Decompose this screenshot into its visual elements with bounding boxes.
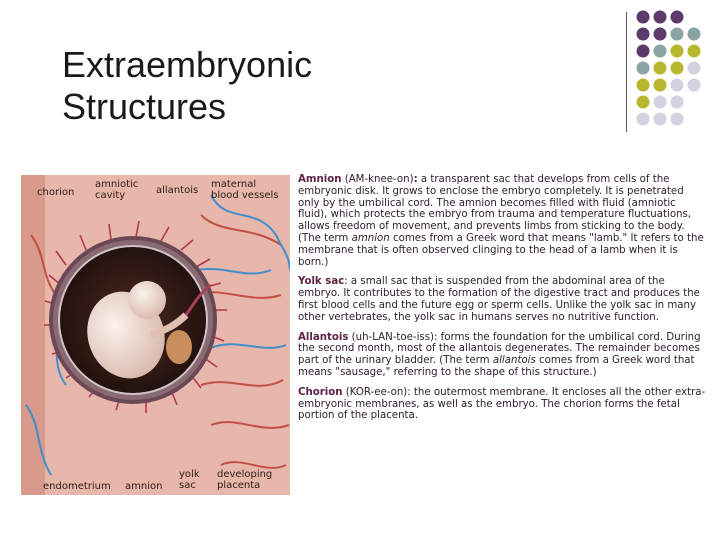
decorative-dot [654,79,667,92]
definition-text: comes from a Greek word that means "lamb." It refers to the membrane that is often observed clinging to the head of a lamb when it is born.) [298,232,704,268]
pronunciation-chorion: (KOR-ee-on) [342,386,408,398]
embryo-diagram [21,175,290,495]
definition-text: : forms the foundation for the umbilical cord. During the second month, most of the allantois degenerates. The remainder becomes part of the urinary bladder. (The term [298,331,701,367]
slide-title-line1: Extraembryonic [62,44,313,85]
definition-yolk-sac [298,276,708,323]
decorative-dot [671,79,684,92]
decorative-dot [637,79,650,92]
decorative-dot [637,45,650,58]
decorative-dot [654,28,667,41]
decorative-dot [637,113,650,126]
decorative-dot [654,62,667,75]
embryo-illustration [21,175,290,495]
term-colon: : [413,174,418,185]
label-developing-placenta: developing placenta [217,469,273,491]
definition-text: : the outermost membrane. It encloses all the other extra-embryonic membranes, as well as the embryo. The chorion forms the fetal portion of the placenta. [298,386,706,422]
term-yolk-sac: Yolk sac [298,276,345,288]
decorative-dot [654,11,667,24]
definition-chorion [298,387,708,422]
definition-allantois [298,332,708,379]
italic-term: amnion [351,232,390,244]
definition-amnion [298,174,708,268]
label-chorion: chorion [37,187,75,198]
term-chorion: Chorion [298,386,343,398]
decorative-dot [637,96,650,109]
label-amnion: amnion [125,481,163,492]
decorative-dot [637,62,650,75]
decorative-dot [671,11,684,24]
decorative-dot [688,28,701,41]
slide-title-line2: Structures [62,86,227,127]
decorative-dot [637,11,650,24]
pronunciation-amnion: (AM-knee-on) [341,174,414,185]
definition-text: : a small sac that is suspended from the abdominal area of the embryo. It contributes to the formation of the digestive tract and produces the first blood cells and the future egg or sperm cells. Unlike the yolk sac in many other vertebrates, the yolk sac in humans serves no nutritive function. [298,276,700,323]
decorative-dot [654,45,667,58]
yolk-sac [166,330,192,364]
decorative-dot [688,62,701,75]
decorative-dot [671,113,684,126]
decorative-dot [671,96,684,109]
embryo-head [128,281,166,319]
definition-text: comes from a Greek word that means "sausage," referring to the shape of this structure.) [298,355,695,378]
term-amnion: Amnion [298,174,342,185]
decorative-dot [654,113,667,126]
decorative-dot [671,62,684,75]
label-endometrium: endometrium [43,481,111,492]
pronunciation-allantois: (uh-LAN-toe-iss) [348,331,434,343]
decorative-dot [688,79,701,92]
decorative-dot [688,45,701,58]
decorative-dot [671,45,684,58]
decorative-dot [654,96,667,109]
label-amniotic-cavity: amniotic cavity [95,179,139,201]
italic-term: allantois [492,355,536,367]
label-yolk-sac: yolk sac [179,469,200,491]
definitions-panel [298,174,708,430]
decorative-dot [637,28,650,41]
definition-text: a transparent sac that develops from cells of the embryonic disk. It grows to enclose the embryo completely. It is penetrated only by the umbilical cord. The amnion becomes filled with fluid (amniotic fluid), which protects the embryo from trauma and temperature fluctuations, allows freedom of movement, and prevents limbs from sticking to the body. (The term [298,174,692,244]
decorative-dot [671,28,684,41]
label-maternal-blood-vessels: maternal blood vessels [211,179,279,201]
label-allantois: allantois [156,185,199,196]
term-allantois: Allantois [298,331,349,343]
